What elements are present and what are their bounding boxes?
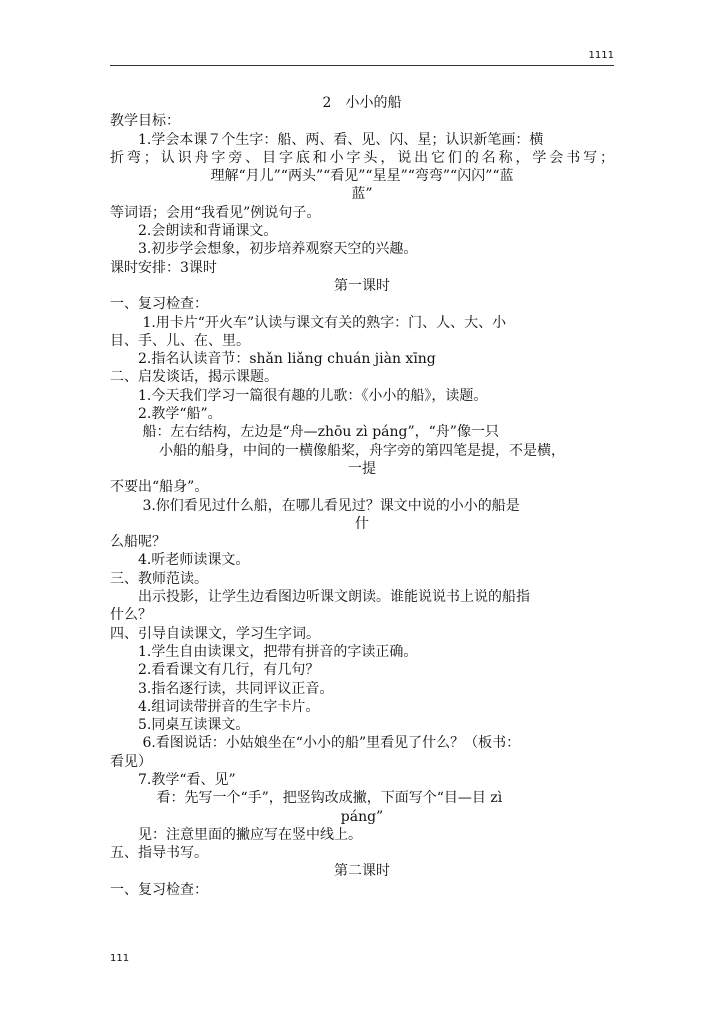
text-line: 第二课时 xyxy=(334,863,390,880)
text-line: 2.指名认读音节：shǎn liǎng chuán jiàn xīng xyxy=(110,351,436,368)
header-page-number: 1111 xyxy=(588,50,614,61)
text-line: 一、复习检查： xyxy=(110,881,208,898)
text-line: 4.听老师读课文。 xyxy=(110,552,250,569)
text-line: 课时安排：3课时 xyxy=(110,259,217,276)
text-line: 7.教学“看、见” xyxy=(110,771,236,788)
text-line: 2.看看课文有几行，有几句？ xyxy=(110,662,320,679)
text-line: 蓝” xyxy=(351,186,373,203)
text-line: 船：左右结构，左边是“舟—zhōu zì páng”，“舟”像一只 xyxy=(110,424,499,441)
text-line: 第一课时 xyxy=(334,277,390,294)
text-line: 教学目标： xyxy=(110,113,180,130)
text-line: 小船的船身，中间的一横像船桨，舟字旁的第四笔是提，不是横， xyxy=(159,442,565,459)
text-line: 1.学生自由读课文，把带有拼音的字读正确。 xyxy=(110,643,418,660)
text-line: 看见） xyxy=(110,753,152,770)
text-line: 不要出“船身”。 xyxy=(110,479,209,496)
text-line: 折弯；认识舟字旁、目字底和小字头，说出它们的名称，学会书写； xyxy=(110,149,614,166)
text-line: 么船呢？ xyxy=(110,534,166,551)
text-line: 2.教学“船”。 xyxy=(110,406,222,423)
text-line: 等词语；会用“我看见”例说句子。 xyxy=(110,204,321,221)
text-line: 五、指导书写。 xyxy=(110,845,208,862)
text-line: 3.指名逐行读，共同评议正音。 xyxy=(110,680,334,697)
text-line: 理解“月儿”“两头”“看见”“星星”“弯弯”“闪闪”“蓝 xyxy=(210,168,514,185)
text-line: 见：注意里面的撇应写在竖中线上。 xyxy=(110,826,362,843)
text-line: 3.你们看见过什么船，在哪儿看见过？课文中说的小小的船是 xyxy=(110,497,520,514)
text-line: 5.同桌互读课文。 xyxy=(110,717,250,734)
text-line: páng” xyxy=(340,808,384,825)
text-line: 6.看图说话：小姑娘坐在“小小的船”里看见了什么？（板书： xyxy=(110,735,521,752)
text-line: 四、引导自读课文，学习生字词。 xyxy=(110,625,320,642)
text-line: 1.学会本课７个生字：船、两、看、见、闪、星；认识新笔画：横 xyxy=(110,131,544,148)
text-line: 1.用卡片“开火车”认读与课文有关的熟字：门、人、大、小 xyxy=(110,314,507,331)
text-line: 4.组词读带拼音的生字卡片。 xyxy=(110,698,320,715)
text-line: 二、启发谈话，揭示课题。 xyxy=(110,369,278,386)
text-line: 什 xyxy=(355,515,369,532)
footer-page-number: 111 xyxy=(110,953,130,964)
text-line: 2.会朗读和背诵课文。 xyxy=(110,223,278,240)
text-line: 2 小小的船 xyxy=(322,95,402,111)
text-line: 什么？ xyxy=(110,607,152,624)
text-line: 3.初步学会想象，初步培养观察天空的兴趣。 xyxy=(110,241,418,258)
text-line: 1.今天我们学习一篇很有趣的儿歌：《小小的船》，读题。 xyxy=(110,387,488,404)
text-line: 看：先写一个“手”，把竖钩改成撇，下面写个“目—目 zì xyxy=(110,790,503,807)
header-rule xyxy=(110,65,614,66)
text-line: 目、手、儿、在、里。 xyxy=(110,332,250,349)
text-line: 三、教师范读。 xyxy=(110,570,208,587)
text-line: 一、复习检查： xyxy=(110,296,208,313)
text-line: 出示投影，让学生边看图边听课文朗读。谁能说说书上说的船指 xyxy=(110,589,530,606)
document-body xyxy=(110,94,614,899)
text-line: 一提 xyxy=(348,460,376,477)
